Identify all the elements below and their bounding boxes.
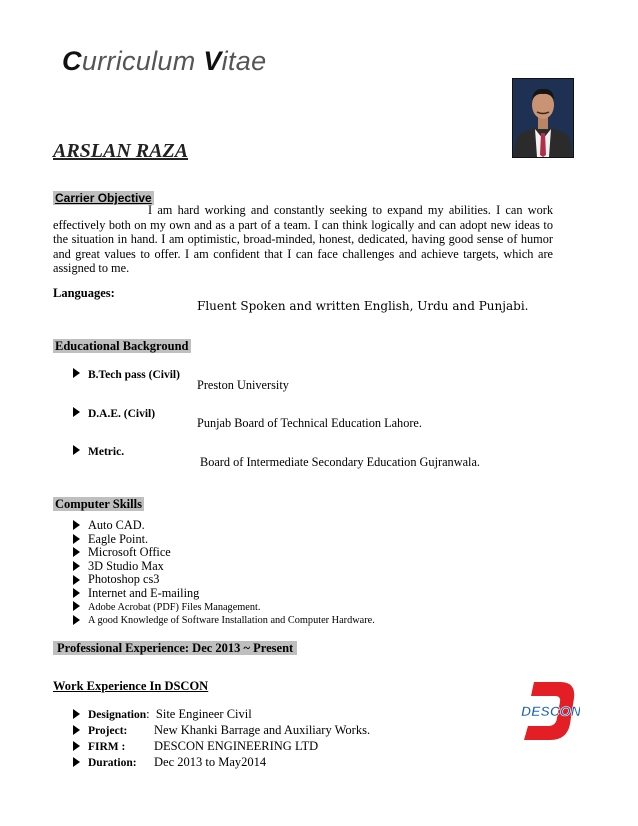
list-item: Auto CAD. xyxy=(73,519,375,533)
education-institute: Board of Intermediate Secondary Education Gujranwala. xyxy=(200,455,480,469)
education-item: D.A.E. (Civil) xyxy=(73,404,155,422)
education-heading: Educational Background xyxy=(55,339,189,353)
arrow-bullet-icon xyxy=(73,547,80,557)
computer-skills-heading: Computer Skills xyxy=(55,497,142,511)
work-details xyxy=(73,707,370,771)
arrow-bullet-icon xyxy=(73,725,80,735)
education-item: B.Tech pass (Civil) xyxy=(73,365,180,383)
list-item: 3D Studio Max xyxy=(73,560,375,574)
candidate-name: ARSLAN RAZA xyxy=(53,140,189,162)
list-item: Designation: Site Engineer Civil xyxy=(73,707,370,723)
arrow-bullet-icon xyxy=(73,368,80,378)
arrow-bullet-icon xyxy=(73,445,80,455)
list-item: Photoshop cs3 xyxy=(73,573,375,587)
arrow-bullet-icon xyxy=(73,615,80,625)
professional-heading: Professional Experience: Dec 2013 ~ Present xyxy=(53,639,297,657)
education-institute: Punjab Board of Technical Education Lahore. xyxy=(197,416,422,430)
education-item: Metric. xyxy=(73,442,124,460)
objective-text: I am hard working and constantly seeking to expand my abilities. I can work effectively both on my own and as a part of a team. I can think logically and can adopt new ideas to the situation in hand. I am optimistic, broad-minded, honest, dedicated, having good sense of humor and great values to offer. I am confident that I can face challenges and achieve targets, which are assigned to me. xyxy=(53,203,553,275)
logo-text: DESCON xyxy=(521,703,580,719)
arrow-bullet-icon xyxy=(73,407,80,417)
computer-skills-list xyxy=(73,519,375,628)
profile-photo xyxy=(512,78,574,158)
descon-logo xyxy=(520,680,580,742)
list-item: Duration: Dec 2013 to May2014 xyxy=(73,755,370,771)
cv-title: Curriculum Vitae xyxy=(62,46,267,76)
arrow-bullet-icon xyxy=(73,588,80,598)
arrow-bullet-icon xyxy=(73,534,80,544)
objective-heading: Carrier Objective xyxy=(55,191,152,205)
arrow-bullet-icon xyxy=(73,741,80,751)
languages-text: Fluent Spoken and written English, Urdu and Punjabi. xyxy=(197,299,529,313)
list-item: Eagle Point. xyxy=(73,533,375,547)
arrow-bullet-icon xyxy=(73,757,80,767)
list-item: Adobe Acrobat (PDF) Files Management. xyxy=(73,601,375,615)
list-item: FIRM : DESCON ENGINEERING LTD xyxy=(73,739,370,755)
list-item: Project: New Khanki Barrage and Auxiliary Works. xyxy=(73,723,370,739)
education-institute: Preston University xyxy=(197,378,289,392)
arrow-bullet-icon xyxy=(73,561,80,571)
arrow-bullet-icon xyxy=(73,575,80,585)
list-item: Microsoft Office xyxy=(73,546,375,560)
list-item: A good Knowledge of Software Installation and Computer Hardware. xyxy=(73,614,375,628)
list-item: Internet and E-mailing xyxy=(73,587,375,601)
arrow-bullet-icon xyxy=(73,709,80,719)
arrow-bullet-icon xyxy=(73,520,80,530)
arrow-bullet-icon xyxy=(73,601,80,611)
languages-heading: Languages: xyxy=(53,286,115,300)
work-heading: Work Experience In DSCON xyxy=(53,679,209,693)
